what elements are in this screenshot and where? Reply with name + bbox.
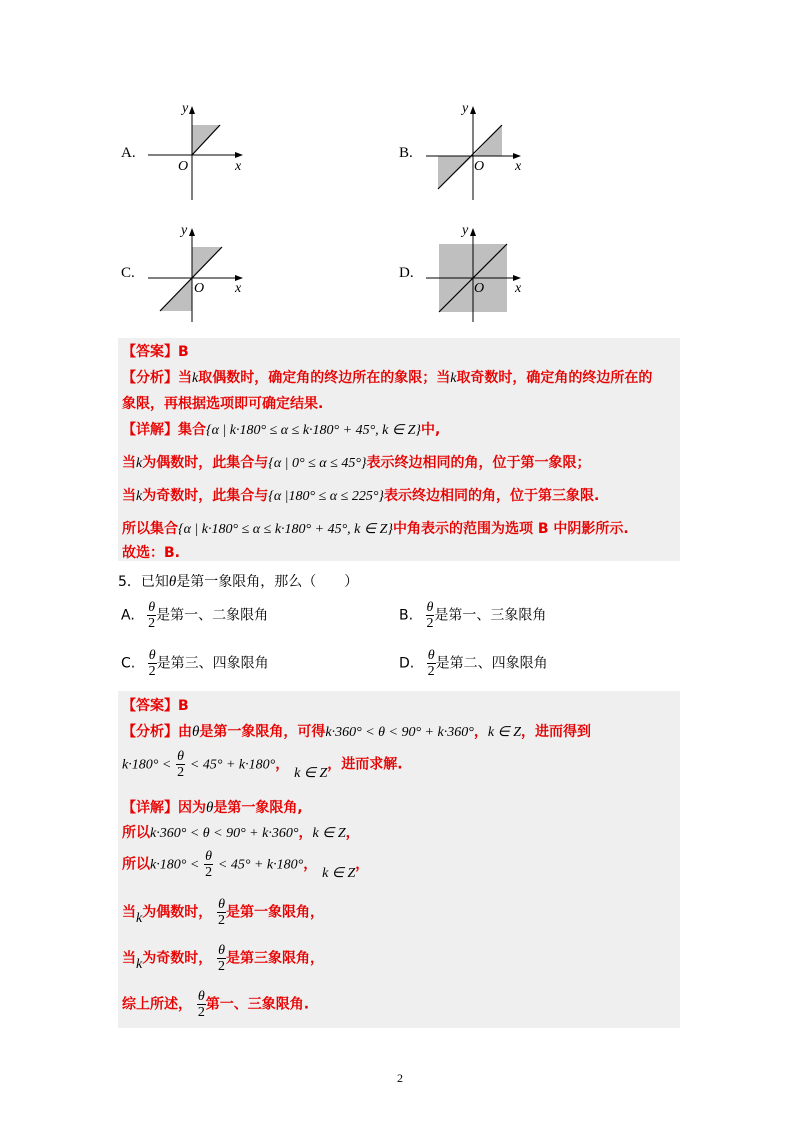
q5-detail-line2: 所以k·360° < θ < 90° + k·360°，k ∈ Z， [122, 825, 360, 841]
q4-detail-even: 当k为偶数时，此集合与{α | 0° ≤ α ≤ 45°}表示终边相同的角，位于第一象限； [122, 455, 591, 471]
q4-answer: 【答案】B [122, 344, 189, 360]
q5-analysis-line1: 【分析】由θ是第一象限角，可得k·360° < θ < 90° + k·360°，k ∈ Z，进而得到 [122, 724, 592, 740]
q5-option-b: B. $\frac{\theta}{2}$ 是第一、三象限角 [399, 600, 547, 631]
q5-summary: 综上所述， $\frac{\theta}{2}$ 第一、三象限角. [122, 989, 310, 1020]
quadrant-diagram-c [145, 220, 255, 324]
option-letter: A. [121, 145, 136, 161]
q5-option-a: A. $\frac{\theta}{2}$ 是第一、二象限角 [121, 600, 269, 631]
q5-stem: 5．已知θ是第一象限角，那么（ ） [118, 574, 359, 590]
q4-detail-conclusion: 所以集合{α | k·180° ≤ α ≤ k·180° + 45°, k ∈ Z}中角表示的范围为选项 B 中阴影所示. [122, 521, 629, 537]
q4-analysis-line2: 象限，再根据选项即可确定结果. [122, 396, 324, 412]
q4-choose: 故选：B. [122, 545, 180, 561]
page-number: 2 [397, 1071, 403, 1085]
q5-answer: 【答案】B [122, 698, 189, 714]
svg-text:y: y [462, 223, 469, 238]
quadrant-diagram-a [145, 98, 255, 202]
q5-detail-line1: 【详解】因为θ是第一象限角, [122, 800, 303, 816]
origin-label: O [178, 159, 189, 174]
option-letter: B. [399, 145, 413, 161]
svg-text:y: y [462, 101, 469, 116]
svg-text:x: x [515, 281, 522, 296]
quadrant-diagram-d [423, 220, 533, 324]
svg-text:y: y [181, 223, 188, 238]
q5-analysis-line2: k·180° < $\frac{\theta}{2}$ < 45° + k·180°， k ∈ Z，进而求解. [122, 749, 403, 781]
svg-text:x: x [235, 281, 242, 296]
q5-detail-even: 当k为偶数时， $\frac{\theta}{2}$ 是第一象限角， [122, 897, 324, 928]
q4-detail-odd: 当k为奇数时，此集合与{α |180° ≤ α ≤ 225°}表示终边相同的角，位于第三象限. [122, 488, 600, 504]
q5-option-c: C. $\frac{\theta}{2}$ 是第三、四象限角 [121, 648, 269, 679]
svg-text:O: O [474, 281, 485, 296]
svg-text:x: x [515, 159, 522, 174]
y-label: y [182, 101, 189, 116]
q5-detail-line3: 所以k·180° < $\frac{\theta}{2}$ < 45° + k·180°， k ∈ Z， [122, 849, 370, 881]
q4-detail-line1: 【详解】集合{α | k·180° ≤ α ≤ k·180° + 45°, k ∈ Z}中, [122, 422, 441, 438]
q5-option-d: D. $\frac{\theta}{2}$ 是第二、四象限角 [399, 648, 548, 679]
option-letter: D. [399, 265, 414, 281]
quadrant-diagram-b [423, 98, 533, 202]
svg-text:O: O [194, 281, 205, 296]
option-letter: C. [121, 265, 135, 281]
svg-text:O: O [474, 159, 485, 174]
q4-analysis-line1: 【分析】当k取偶数时，确定角的终边所在的象限；当k取奇数时，确定角的终边所在的 [122, 370, 653, 386]
set-expression: {α | k·180° ≤ α ≤ k·180° + 45°, k ∈ Z} [206, 423, 421, 438]
q5-solution [118, 691, 680, 1028]
x-label: x [235, 159, 242, 174]
q5-detail-odd: 当k为奇数时， $\frac{\theta}{2}$ 是第三象限角， [122, 943, 324, 974]
q4-solution [118, 338, 680, 561]
